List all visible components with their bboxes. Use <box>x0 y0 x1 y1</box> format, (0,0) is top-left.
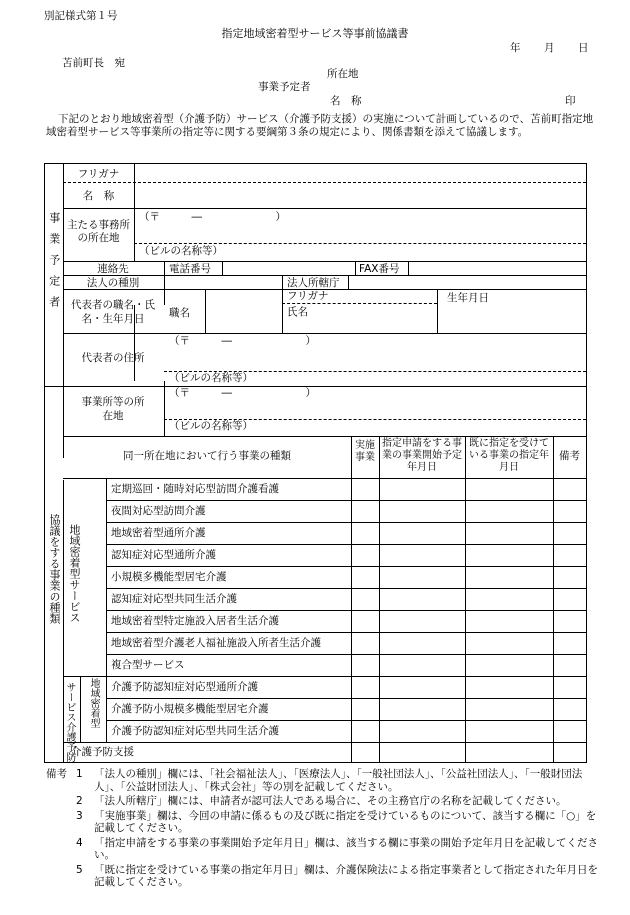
rep-name-label: 氏名 <box>287 306 308 318</box>
service-row-label: 小規模多機能型居宅介護 <box>111 571 227 583</box>
header-planned-date: 指定申請をする事業の事業開始予定年月日 <box>382 438 462 473</box>
service-row-label: 地域密着型介護老人福祉施設入所者生活介護 <box>111 637 321 649</box>
form-number: 別記様式第１号 <box>44 10 118 22</box>
intro-paragraph: 下記のとおり地域密着型（介護予防）サービス（介護予防支援）の実施について計画しているので、苫前町指定地域密着型サービス等事業所の指定等に関する要綱第３条の規定により、関係書類を添えて協議します。 <box>46 113 594 138</box>
service-row-label: 地域密着型通所介護 <box>111 527 206 539</box>
note-2: 「法人所轄庁」欄には、申請者が認可法人である場合に、その主務官庁の名称を記載してください。 <box>94 795 567 807</box>
service-row-label: 認知症対応型通所介護 <box>111 549 216 561</box>
position-label: 職名 <box>169 307 190 319</box>
group-prevention-label: サービス介護予防 <box>64 682 75 762</box>
applicant-role-label: 事業予定者 <box>258 81 311 93</box>
addressee: 苫前町長 宛 <box>62 57 125 69</box>
rep-address-building[interactable]: （ビルの名称等） <box>169 372 253 384</box>
rep-furigana-label: フリガナ <box>287 290 329 302</box>
notes: 備考 1 「法人の種別」欄には、「社会福祉法人」、「医療法人」、「一般社団法人」、「公益社団法人」、「一般財団法人」、「公益財団法人」、「株式会社」等の別を記載してください。 2 「法人所轄庁」欄には、申請者が認可法人である場合に、その主務官庁の名称を記載してください。 3 「実施事業」欄は、今回の申請に係るもの及び既に指定を受けているものについて、該当する欄に「○」を記載してください。 4 「指定申請をする事業の事業開始予定年月日」欄は、該当する欄に事業の開始予定年月日を記載してください。 5 「既に指定を受けている事業の指定年月日」欄は、介護保険法による指定事業者として指定された年月日を記載してください。 <box>46 768 598 888</box>
rep-address-label: 代表者の住所 <box>81 352 145 364</box>
seal-mark: 印 <box>565 95 576 107</box>
applicant-address-label: 所在地 <box>327 68 359 80</box>
service-row-label: 複合型サービス <box>111 659 185 671</box>
main-office-building[interactable]: （ビルの名称等） <box>139 245 223 257</box>
header-service-kind: 同一所在地において行う事業の種類 <box>123 450 291 462</box>
date-month: 月 <box>544 42 555 54</box>
office-postal[interactable]: （〒 ― ） <box>169 387 316 399</box>
date-day: 日 <box>578 42 589 54</box>
contact-label: 連絡先 <box>97 263 129 275</box>
fax-label: FAX番号 <box>359 263 400 275</box>
rep-address-postal[interactable]: （〒 ― ） <box>169 335 316 347</box>
notes-label: 備考 <box>46 768 67 780</box>
service-row-label: 夜間対応型訪問介護 <box>111 505 206 517</box>
header-implement: 実施事業 <box>355 440 375 463</box>
phone-label: 電話番号 <box>169 263 211 275</box>
section-service-kind-label: 協議をする事業の種類 <box>48 514 61 624</box>
name-label: 名 称 <box>82 190 115 202</box>
header-remarks: 備考 <box>559 450 580 462</box>
prevention-service-row-label: 介護予防認知症対応型通所介護 <box>111 681 258 693</box>
applicant-name-label: 名 称 <box>330 95 362 107</box>
prevention-service-row-label: 介護予防小規模多機能型居宅介護 <box>111 703 269 715</box>
main-office-label: 主たる事務所の所在地 <box>67 219 130 244</box>
office-location-label: 事業所等の所在地 <box>81 396 145 422</box>
date-year: 年 <box>510 42 521 54</box>
header-designated-date: 既に指定を受けている事業の指定年月日 <box>469 438 549 473</box>
main-office-postal[interactable]: （〒 ― ） <box>139 211 286 223</box>
corp-authority-label: 法人所轄庁 <box>287 277 340 289</box>
service-row-label: 地域密着型特定施設入居者生活介護 <box>111 615 279 627</box>
note-3: 「実施事業」欄は、今回の申請に係るもの及び既に指定を受けているものについて、該当する欄に「○」を記載してください。 <box>94 809 597 834</box>
group-prevention-community-label: 地域密着型 <box>88 678 99 728</box>
application-form-table <box>44 163 587 763</box>
group-community-label: 地域密着型サービス <box>68 524 81 623</box>
section-applicant-label: 事業予定者 <box>47 212 61 317</box>
note-1: 「法人の種別」欄には、「社会福祉法人」、「医療法人」、「一般社団法人」、「公益社団法人」、「一般財団法人」、「公益財団法人」、「株式会社」等の別を記載してください。 <box>94 768 583 793</box>
note-5: 「既に指定を受けている事業の指定年月日」欄は、介護保険法による指定事業者として指定された年月日を記載してください。 <box>94 863 598 888</box>
office-building[interactable]: （ビルの名称等） <box>169 420 253 432</box>
service-row-label: 認知症対応型共同生活介護 <box>111 593 237 605</box>
prevention-support-label: 介護予防支援 <box>71 746 134 758</box>
note-4: 「指定申請をする事業の事業開始予定年月日」欄は、該当する欄に事業の開始予定年月日を記載してください。 <box>94 836 598 861</box>
prevention-service-row-label: 介護予防認知症対応型共同生活介護 <box>111 725 279 737</box>
corp-type-label: 法人の種別 <box>86 277 140 289</box>
representative-label: 代表者の職名・氏名・生年月日 <box>71 299 155 325</box>
furigana-label: フリガナ <box>77 168 120 180</box>
form-title: 指定地域密着型サービス等事前協議書 <box>221 27 409 40</box>
service-row-label: 定期巡回・随時対応型訪問介護看護 <box>111 483 279 495</box>
birthdate-label: 生年月日 <box>447 292 489 304</box>
